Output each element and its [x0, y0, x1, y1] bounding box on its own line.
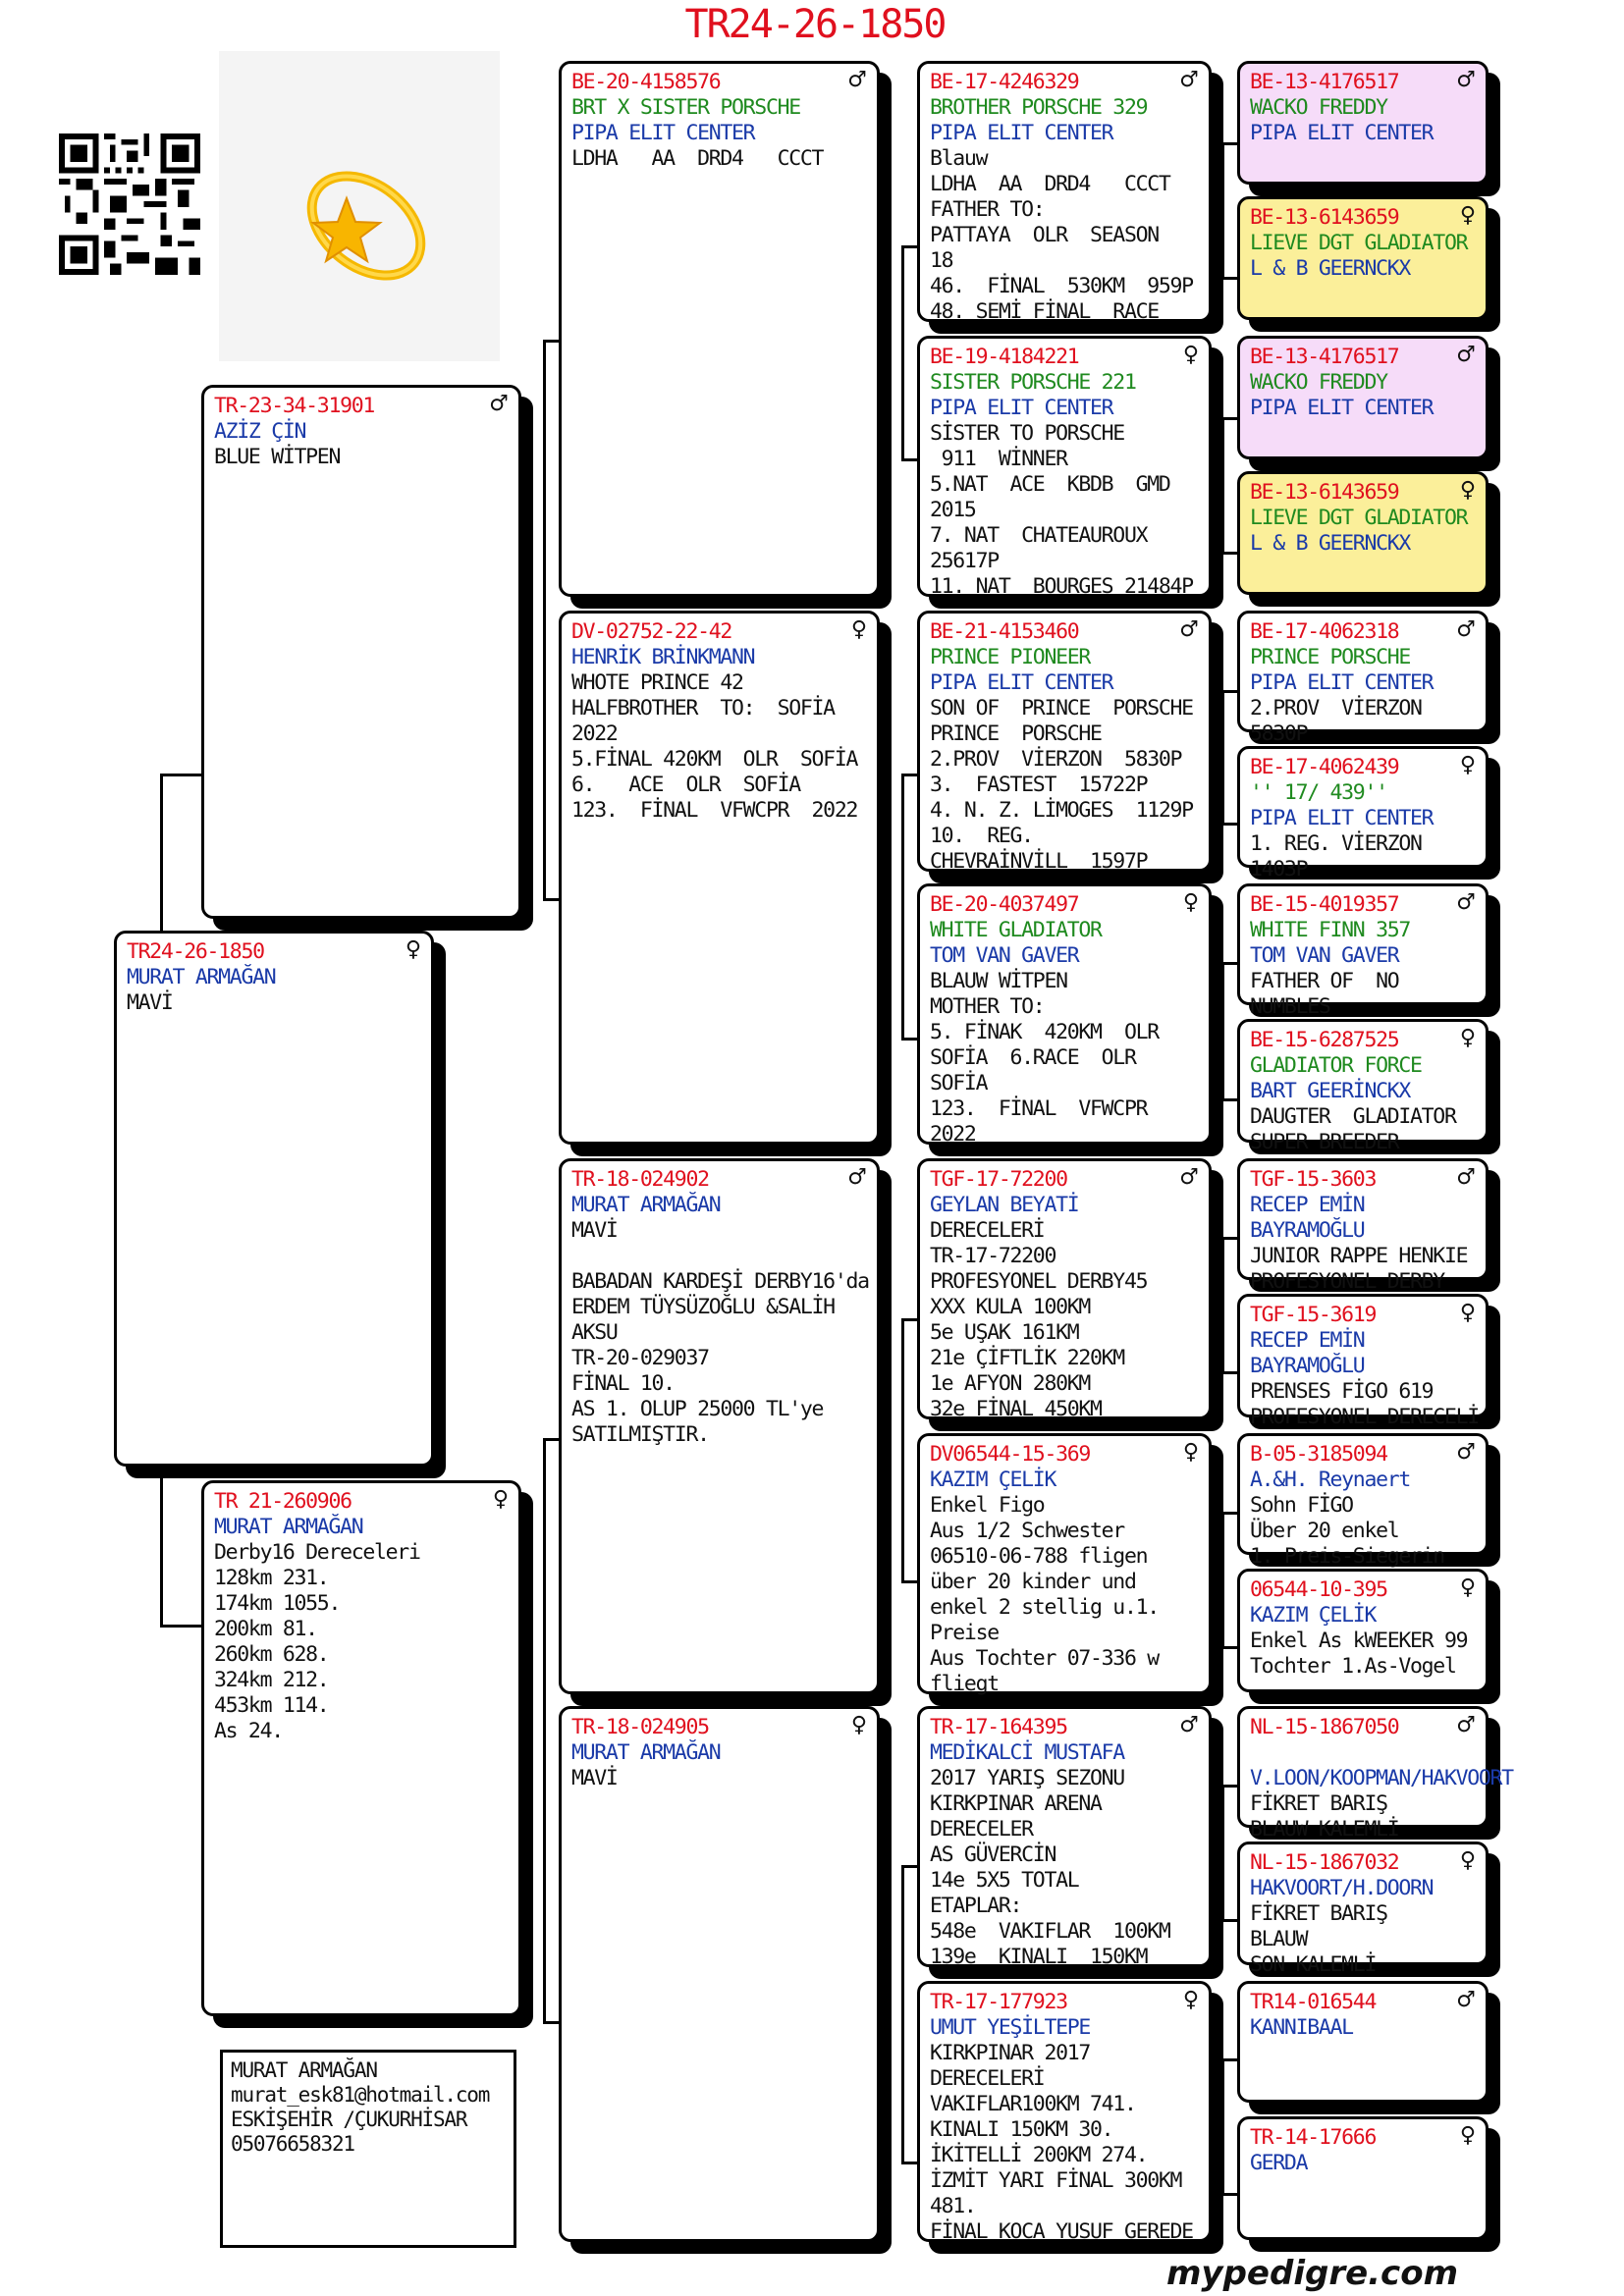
- note-line: 2017 YARIŞ SEZONU: [930, 1766, 1124, 1790]
- name-line: PRINCE PIONEER: [930, 645, 1091, 669]
- note-line: FATHER OF NO: [1250, 969, 1399, 993]
- female-symbol-icon: ♀: [1182, 1440, 1199, 1465]
- note-line: 7. NAT CHATEAUROUX: [930, 523, 1148, 548]
- note-line: LDHA AA DRD4 CCCT: [571, 146, 824, 171]
- note-line: [571, 1244, 869, 1269]
- male-symbol-icon: ♂: [1456, 890, 1476, 915]
- note-line: Enkel As kWEEKER 99: [1250, 1629, 1468, 1653]
- note-line: BLAUW: [1250, 1927, 1308, 1951]
- card-dds[interactable]: [917, 1706, 1212, 1967]
- ring-number: TR 21-260906: [214, 1489, 352, 1514]
- card-g3[interactable]: [1237, 336, 1489, 459]
- name-line: TOM VAN GAVER: [1250, 943, 1399, 968]
- ring-number: BE-17-4062318: [1250, 619, 1399, 644]
- note-line: TR-20-029037: [571, 1346, 709, 1370]
- ring-number: BE-15-6287525: [1250, 1028, 1399, 1052]
- note-line: 1403P: [1250, 857, 1308, 881]
- note-line: 11. NAT BOURGES 21484P: [930, 574, 1193, 599]
- card-g14[interactable]: [1237, 1842, 1489, 1977]
- note-line: AS GÜVERCİN: [930, 1842, 1056, 1867]
- card-g12[interactable]: [1237, 1569, 1489, 1692]
- note-line: 5e UŞAK 161KM: [930, 1320, 1079, 1345]
- note-line: 5830P: [1250, 721, 1308, 746]
- note-line: PROFESYONEL DERECELİ: [1250, 1405, 1479, 1429]
- name-line: WHITE GLADIATOR: [930, 918, 1102, 942]
- note-line: 2022: [930, 1122, 976, 1147]
- note-line: Derby16 Dereceleri: [214, 1540, 420, 1565]
- name-line: BRT X SISTER PORSCHE: [571, 95, 800, 120]
- name-line: MURAT ARMAĞAN: [571, 1193, 721, 1217]
- ring-number: BE-13-6143659: [1250, 480, 1399, 505]
- female-symbol-icon: ♀: [1459, 1575, 1476, 1600]
- name-line: RECEP EMİN: [1250, 1193, 1365, 1217]
- name-line: PIPA ELIT CENTER: [1250, 396, 1434, 420]
- card-g4[interactable]: [1237, 471, 1489, 595]
- male-symbol-icon: ♂: [1456, 1440, 1476, 1465]
- card-g1[interactable]: [1237, 61, 1489, 185]
- note-line: DERECELERİ: [930, 2066, 1045, 2091]
- male-symbol-icon: ♂: [489, 392, 509, 416]
- note-line: JUNIOR RAPPE HENKIE: [1250, 1244, 1468, 1268]
- ring-number: BE-15-4019357: [1250, 892, 1399, 917]
- name-line: PRINCE PORSCHE: [1250, 645, 1411, 669]
- name-line: GLADIATOR FORCE: [1250, 1053, 1422, 1078]
- card-g2[interactable]: [1237, 196, 1489, 320]
- note-line: 174km 1055.: [214, 1591, 341, 1616]
- note-line: Aus 1/2 Schwester: [930, 1519, 1124, 1543]
- female-symbol-icon: ♀: [405, 937, 421, 962]
- name-line: AZİZ ÇİN: [214, 419, 306, 444]
- note-line: über 20 kinder und: [930, 1570, 1136, 1594]
- female-symbol-icon: ♀: [850, 617, 867, 642]
- male-symbol-icon: ♂: [1456, 1988, 1476, 2012]
- male-symbol-icon: ♂: [1179, 68, 1199, 92]
- male-symbol-icon: ♂: [1456, 1165, 1476, 1190]
- pigeon-photo: [219, 51, 500, 361]
- note-line: fliegt: [930, 1672, 999, 1696]
- female-symbol-icon: ♀: [1459, 2123, 1476, 2148]
- note-line: VAKIFLAR100KM 741.: [930, 2092, 1136, 2116]
- male-symbol-icon: ♂: [1456, 343, 1476, 367]
- card-ddd[interactable]: [917, 1981, 1212, 2242]
- name-line: PIPA ELIT CENTER: [930, 396, 1113, 420]
- note-line: 21e ÇİFTLİK 220KM: [930, 1346, 1124, 1370]
- name-line: GERDA: [1250, 2151, 1308, 2175]
- note-line: İKİTELLİ 200KM 274.: [930, 2143, 1148, 2167]
- note-line: TR-17-72200: [930, 1244, 1056, 1268]
- name-line: WACKO FREDDY: [1250, 370, 1387, 395]
- name-line: BART GEERİNCKX: [1250, 1079, 1411, 1103]
- star-ring-icon: [219, 51, 500, 361]
- name-line: MURAT ARMAĞAN: [214, 1515, 363, 1539]
- name-line: BROTHER PORSCHE 329: [930, 95, 1148, 120]
- note-line: FİNAL 10.: [571, 1371, 675, 1396]
- card-dss[interactable]: [917, 1158, 1212, 1419]
- name-line: BAYRAMOĞLU: [1250, 1218, 1365, 1243]
- ring-number: BE-21-4153460: [930, 619, 1079, 644]
- note-line: 260km 628.: [214, 1642, 329, 1667]
- female-symbol-icon: ♀: [492, 1487, 509, 1512]
- card-g16[interactable]: [1237, 2116, 1489, 2240]
- note-line: [1250, 1740, 1478, 1766]
- female-symbol-icon: ♀: [1459, 478, 1476, 503]
- card-sds[interactable]: [917, 611, 1212, 872]
- name-line: HENRİK BRİNKMANN: [571, 645, 755, 669]
- note-line: 5.NAT ACE KBDB GMD: [930, 472, 1170, 497]
- note-line: ETAPLAR:: [930, 1894, 1022, 1918]
- ring-number: BE-17-4062439: [1250, 755, 1399, 779]
- ring-number: TR-18-024902: [571, 1167, 709, 1192]
- ring-number: BE-13-4176517: [1250, 70, 1399, 94]
- note-line: 2.PROV VİERZON: [1250, 696, 1422, 721]
- note-line: LDHA AA DRD4 CCCT: [930, 172, 1170, 196]
- note-line: DERECELERİ: [930, 1218, 1045, 1243]
- card-g15[interactable]: [1237, 1981, 1489, 2103]
- name-line: TOM VAN GAVER: [930, 943, 1079, 968]
- note-line: Über 20 enkel: [1250, 1519, 1399, 1543]
- ring-number: TR-17-177923: [930, 1990, 1067, 2014]
- name-line: V.LOON/KOOPMAN/HAKVOORT: [1250, 1766, 1513, 1790]
- pedigree-title: TR24-26-1850: [684, 2, 946, 47]
- note-line: 1. REG. VİERZON: [1250, 831, 1422, 856]
- name-line: L & B GEERNCKX: [1250, 531, 1411, 556]
- note-line: 5.FİNAL 420KM OLR SOFİA: [571, 747, 858, 772]
- female-symbol-icon: ♀: [1459, 753, 1476, 777]
- note-line: 46. FİNAL 530KM 959P: [930, 274, 1193, 298]
- note-line: WHOTE PRINCE 42: [571, 670, 743, 695]
- name-line: LIEVE DGT GLADIATOR: [1250, 231, 1468, 255]
- footer-brand[interactable]: mypedigre.com: [1166, 2254, 1459, 2293]
- note-line: 548e VAKIFLAR 100KM: [930, 1919, 1170, 1944]
- note-line: MOTHER TO:: [930, 994, 1045, 1019]
- note-line: ERDEM TÜYSÜZOĞLU &SALİH: [571, 1295, 835, 1319]
- name-line: PIPA ELIT CENTER: [1250, 806, 1434, 830]
- name-line: PIPA ELIT CENTER: [930, 670, 1113, 695]
- note-line: 453km 114.: [214, 1693, 329, 1718]
- ring-number: B-05-3185094: [1250, 1442, 1387, 1467]
- note-line: MAVİ: [571, 1766, 618, 1790]
- name-line: RECEP EMİN: [1250, 1328, 1365, 1353]
- qr-code-icon: [59, 126, 200, 283]
- male-symbol-icon: ♂: [1456, 617, 1476, 642]
- note-line: As 24.: [214, 1719, 283, 1743]
- note-line: 14e 5X5 TOTAL: [930, 1868, 1079, 1893]
- note-line: 48. SEMİ FİNAL RACE: [930, 299, 1159, 324]
- note-line: MAVİ: [127, 990, 173, 1015]
- ring-number: TGF-15-3619: [1250, 1303, 1377, 1327]
- ring-number: BE-19-4184221: [930, 345, 1079, 369]
- male-symbol-icon: ♂: [1179, 1165, 1199, 1190]
- note-line: 3. FASTEST 15722P: [930, 773, 1148, 797]
- male-symbol-icon: ♂: [847, 1165, 867, 1190]
- name-line: BAYRAMOĞLU: [1250, 1354, 1365, 1378]
- note-line: 2022: [571, 721, 618, 746]
- note-line: SİSTER TO PORSCHE: [930, 421, 1124, 446]
- male-symbol-icon: ♂: [1456, 68, 1476, 92]
- name-line: MURAT ARMAĞAN: [127, 965, 276, 989]
- owner-phone: 05076658321: [231, 2132, 354, 2156]
- name-line: KAZIM ÇELİK: [930, 1468, 1056, 1492]
- owner-name: MURAT ARMAĞAN: [231, 2058, 377, 2082]
- ring-number: DV-02752-22-42: [571, 619, 732, 644]
- name-line: PIPA ELIT CENTER: [930, 121, 1113, 145]
- ring-number: TGF-15-3603: [1250, 1167, 1377, 1192]
- note-line: DERECELER: [930, 1817, 1033, 1842]
- card-g8[interactable]: [1237, 1019, 1489, 1154]
- name-line: MURAT ARMAĞAN: [571, 1740, 721, 1765]
- note-line: KIRKPINAR ARENA: [930, 1791, 1102, 1816]
- note-line: BLAUW WİTPEN: [930, 969, 1067, 993]
- note-line: Preise: [930, 1621, 999, 1645]
- note-line: FİKRET BARIŞ: [1250, 1901, 1387, 1926]
- note-line: 6. ACE OLR SOFİA: [571, 773, 800, 797]
- card-subject[interactable]: [114, 931, 434, 1467]
- card-dam-dam[interactable]: [559, 1706, 880, 2242]
- female-symbol-icon: ♀: [1182, 890, 1199, 915]
- card-g6[interactable]: [1237, 746, 1489, 881]
- female-symbol-icon: ♀: [1182, 1988, 1199, 2012]
- note-line: KINALI 150KM 30.: [930, 2117, 1113, 2142]
- note-line: FİNAL KOCA YUSUF GEREDE: [930, 2219, 1193, 2244]
- note-line: 139e KINALI 150KM: [930, 1945, 1148, 1969]
- card-g11[interactable]: [1237, 1433, 1489, 1569]
- note-line: FİKRET BARIŞ: [1250, 1791, 1387, 1816]
- owner-email[interactable]: murat_esk81@hotmail.com: [231, 2083, 490, 2107]
- note-line: Enkel Figo: [930, 1493, 1045, 1518]
- name-line: PIPA ELIT CENTER: [1250, 121, 1434, 145]
- female-symbol-icon: ♀: [1459, 1026, 1476, 1050]
- note-line: KIRKPINAR 2017: [930, 2041, 1091, 2065]
- male-symbol-icon: ♂: [1456, 1713, 1476, 1737]
- ring-number: BE-20-4037497: [930, 892, 1079, 917]
- ring-number: BE-20-4158576: [571, 70, 721, 94]
- name-line: GEYLAN BEYATİ: [930, 1193, 1079, 1217]
- note-line: SON KALEMLİ: [1250, 1952, 1377, 1977]
- card-g9[interactable]: [1237, 1158, 1489, 1294]
- card-dam[interactable]: [201, 1480, 521, 2016]
- card-g10[interactable]: [1237, 1294, 1489, 1429]
- note-line: 123. FİNAL VFWCPR: [930, 1096, 1148, 1121]
- male-symbol-icon: ♂: [1179, 617, 1199, 642]
- name-line: SISTER PORSCHE 221: [930, 370, 1136, 395]
- note-line: 324km 212.: [214, 1668, 329, 1692]
- ring-number: TR24-26-1850: [127, 939, 264, 964]
- female-symbol-icon: ♀: [1459, 203, 1476, 228]
- note-line: Blauw: [930, 146, 988, 171]
- name-line: A.&H. Reynaert: [1250, 1468, 1411, 1492]
- note-line: 2.PROV VİERZON 5830P: [930, 747, 1182, 772]
- note-line: İZMİT YARI FİNAL 300KM: [930, 2168, 1182, 2193]
- female-symbol-icon: ♀: [1459, 1848, 1476, 1873]
- ring-number: NL-15-1867032: [1250, 1850, 1399, 1875]
- name-line: KAZIM ÇELİK: [1250, 1603, 1377, 1628]
- note-line: 1e AFYON 280KM: [930, 1371, 1091, 1396]
- ring-number: TR-23-34-31901: [214, 394, 375, 418]
- ring-number: 06544-10-395: [1250, 1577, 1387, 1602]
- owner-contact: [220, 2050, 516, 2248]
- note-line: PROFESYONEL DERBY: [1250, 1269, 1444, 1294]
- owner-location: ESKİŞEHİR /ÇUKURHİSAR: [231, 2108, 467, 2131]
- note-line: SOFİA 6.RACE OLR: [930, 1045, 1136, 1070]
- note-line: 200km 81.: [214, 1617, 317, 1641]
- card-sire-sire[interactable]: [559, 61, 880, 597]
- name-line: PIPA ELIT CENTER: [571, 121, 755, 145]
- note-line: AKSU: [571, 1320, 618, 1345]
- name-line: PIPA ELIT CENTER: [1250, 670, 1434, 695]
- note-line: SATILMIŞTIR.: [571, 1422, 709, 1447]
- name-line: L & B GEERNCKX: [1250, 256, 1411, 281]
- ring-number: TGF-17-72200: [930, 1167, 1067, 1192]
- card-dam-sire[interactable]: [559, 1158, 880, 1694]
- note-line: 4. N. Z. LİMOGES 1129P: [930, 798, 1193, 823]
- note-line: PATTAYA OLR SEASON: [930, 223, 1159, 247]
- note-line: 06510-06-788 fligen: [930, 1544, 1148, 1569]
- card-sdd[interactable]: [917, 883, 1212, 1145]
- card-dsd[interactable]: [917, 1433, 1212, 1694]
- note-line: XXX KULA 100KM: [930, 1295, 1091, 1319]
- male-symbol-icon: ♂: [847, 68, 867, 92]
- note-line: enkel 2 stellig u.1.: [930, 1595, 1159, 1620]
- card-g7[interactable]: [1237, 883, 1489, 1019]
- ring-number: BE-13-6143659: [1250, 205, 1399, 230]
- card-ssd[interactable]: [917, 336, 1212, 597]
- name-line: HAKVOORT/H.DOORN: [1250, 1876, 1434, 1900]
- name-line: WHITE FINN 357: [1250, 918, 1411, 942]
- note-line: Sohn FİGO: [1250, 1493, 1353, 1518]
- note-line: Aus Tochter 07-336 w: [930, 1646, 1159, 1671]
- card-sire[interactable]: [201, 385, 521, 919]
- note-line: SUPER BREEDER: [1250, 1130, 1399, 1154]
- name-line: UMUT YEŞİLTEPE: [930, 2015, 1091, 2040]
- ring-number: TR-17-164395: [930, 1715, 1067, 1739]
- note-line: 5. FİNAK 420KM OLR: [930, 1020, 1159, 1044]
- note-line: 10. REG.: [930, 824, 1033, 848]
- note-line: PROFESYONEL DERBY45: [930, 1269, 1148, 1294]
- ring-number: NL-15-1867050: [1250, 1715, 1399, 1739]
- note-line: 128km 231.: [214, 1566, 329, 1590]
- name-line: MEDİKALCİ MUSTAFA: [930, 1740, 1124, 1765]
- female-symbol-icon: ♀: [850, 1713, 867, 1737]
- note-line: NUMBLES: [1250, 994, 1330, 1019]
- note-line: Tochter 1.As-Vogel: [1250, 1654, 1456, 1679]
- note-line: PRINCE PORSCHE: [930, 721, 1102, 746]
- note-line: AS 1. OLUP 25000 TL'ye: [571, 1397, 824, 1421]
- note-line: BLAUW KALEMLİ: [1250, 1817, 1399, 1842]
- ring-number: DV06544-15-369: [930, 1442, 1091, 1467]
- male-symbol-icon: ♂: [1179, 1713, 1199, 1737]
- ring-number: TR-18-024905: [571, 1715, 709, 1739]
- note-line: 1. Preis-Siegerin: [1250, 1544, 1444, 1569]
- ring-number: BE-17-4246329: [930, 70, 1079, 94]
- note-line: MAVİ: [571, 1218, 618, 1243]
- card-sire-dam[interactable]: [559, 611, 880, 1145]
- note-line: 25617P: [930, 549, 999, 573]
- name-line: '' 17/ 439'': [1250, 780, 1387, 805]
- ring-number: TR-14-17666: [1250, 2125, 1377, 2150]
- name-line: LIEVE DGT GLADIATOR: [1250, 506, 1468, 530]
- note-line: 481.: [930, 2194, 976, 2218]
- note-line: FATHER TO:: [930, 197, 1045, 222]
- note-line: SOFİA: [930, 1071, 988, 1095]
- note-line: CHEVRAİNVİLL 1597P: [930, 849, 1148, 874]
- note-line: 32e FİNAL 450KM: [930, 1397, 1102, 1421]
- note-line: 911 WİNNER: [930, 447, 1067, 471]
- note-line: HALFBROTHER TO: SOFİA: [571, 696, 835, 721]
- note-line: DAUGTER GLADIATOR: [1250, 1104, 1456, 1129]
- card-g13[interactable]: [1237, 1706, 1513, 1842]
- female-symbol-icon: ♀: [1182, 343, 1199, 367]
- female-symbol-icon: ♀: [1459, 1301, 1476, 1325]
- card-sss[interactable]: [917, 61, 1212, 322]
- ring-number: BE-13-4176517: [1250, 345, 1399, 369]
- note-line: PRENSES FİGO 619: [1250, 1379, 1434, 1404]
- note-line: 123. FİNAL VFWCPR 2022: [571, 798, 858, 823]
- note-line: SON OF PRINCE PORSCHE: [930, 696, 1193, 721]
- note-line: 18: [930, 248, 953, 273]
- note-line: BLUE WİTPEN: [214, 445, 341, 469]
- note-line: BABADAN KARDEŞİ DERBY16'da: [571, 1269, 869, 1294]
- ring-number: TR14-016544: [1250, 1990, 1377, 2014]
- name-line: WACKO FREDDY: [1250, 95, 1387, 120]
- note-line: 2015: [930, 498, 976, 522]
- name-line: KANNIBAAL: [1250, 2015, 1353, 2040]
- card-g5[interactable]: [1237, 611, 1489, 746]
